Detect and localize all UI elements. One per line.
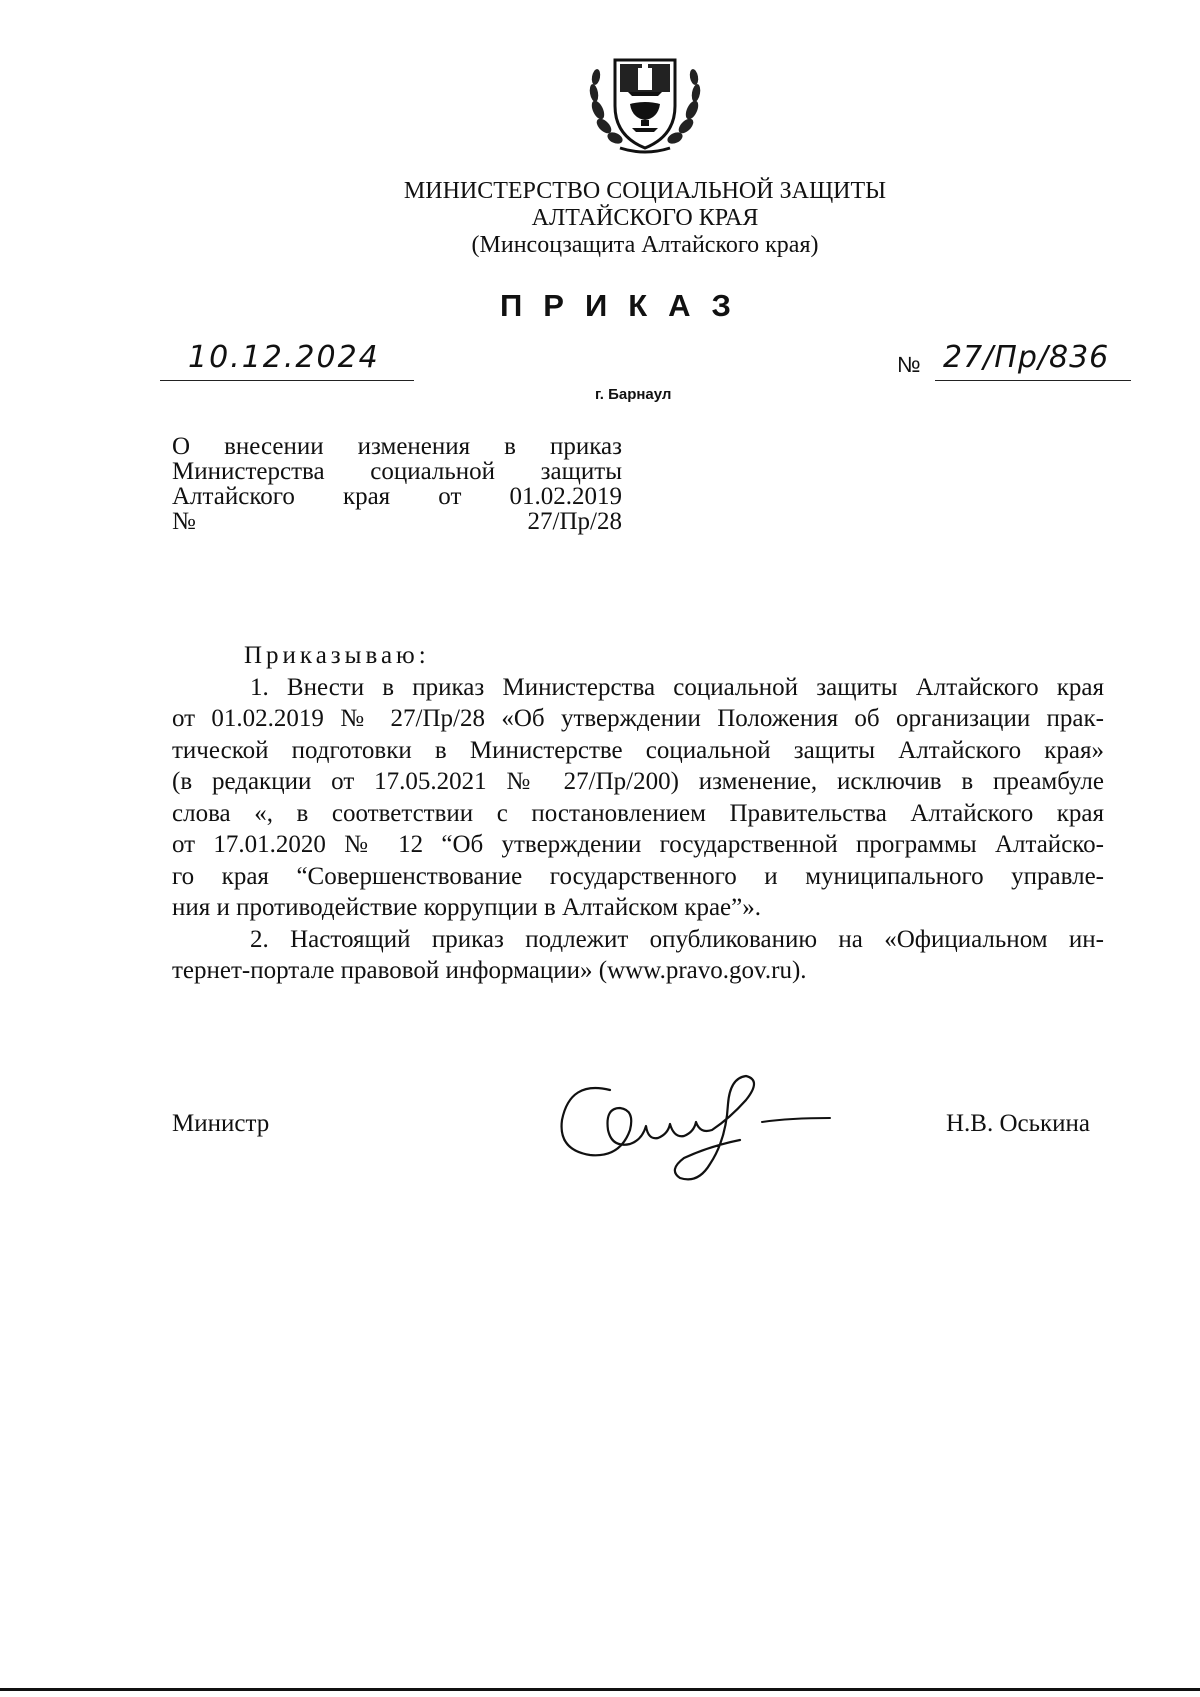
ministry-name-line2: АЛТАЙСКОГО КРАЯ [531, 205, 759, 231]
city-label: г. Барнаул [595, 386, 672, 403]
order-lead: Приказываю: [244, 642, 430, 669]
handwritten-signature [550, 1060, 850, 1190]
body-line: слова «, в соответствии с постановлением Правительства Алтайского края [172, 799, 1104, 827]
document-body [172, 640, 1104, 987]
handwritten-number: 27/Пр/836 [943, 340, 1110, 375]
handwritten-date: 10.12.2024 [188, 340, 380, 375]
signatory-name: Н.В. Оськина [946, 1110, 1091, 1137]
subject-line-2: Министерства социальной защиты [172, 458, 622, 485]
document-title: ПРИКАЗ [500, 288, 752, 323]
document-subject [172, 434, 622, 534]
number-field [935, 340, 1131, 381]
subject-line-1: О внесении изменения в приказ [172, 433, 622, 460]
body-line: тической подготовки в Министерстве социальной защиты Алтайского края» [172, 736, 1104, 764]
body-line: от 01.02.2019 № 27/Пр/28 «Об утверждении Положения об организации прак- [172, 705, 1104, 732]
ministry-header [0, 178, 1200, 259]
date-field [160, 340, 414, 381]
ministry-name-line1: МИНИСТЕРСТВО СОЦИАЛЬНОЙ ЗАЩИТЫ [403, 178, 887, 204]
body-line: ния и противодействие коррупции в Алтайском крае”». [172, 894, 762, 921]
body-line: (в редакции от 17.05.2021 № 27/Пр/200) изменение, исключив в преамбуле [172, 768, 1104, 795]
body-line: от 17.01.2020 № 12 “Об утверждении государственной программы Алтайско- [172, 831, 1104, 858]
page-bottom-rule [0, 1688, 1200, 1691]
subject-line-4: № 27/Пр/28 [172, 508, 622, 535]
number-label: № [897, 352, 921, 377]
body-line: 2. Настоящий приказ подлежит опубликованию на «Официальном ин- [250, 925, 1104, 953]
body-line: тернет-портале правовой информации» (www.pravo.gov.ru). [172, 957, 807, 984]
signatory-role: Министр [172, 1110, 270, 1137]
body-line: 1. Внести в приказ Министерства социальной защиты Алтайского края [250, 673, 1104, 701]
coat-of-arms-emblem [580, 48, 710, 158]
subject-line-3: Алтайского края от 01.02.2019 [172, 483, 622, 510]
body-line: го края “Совершенствование государственного и муниципального управле- [172, 862, 1104, 890]
ministry-short-name: (Минсоцзащита Алтайского края) [471, 232, 819, 258]
